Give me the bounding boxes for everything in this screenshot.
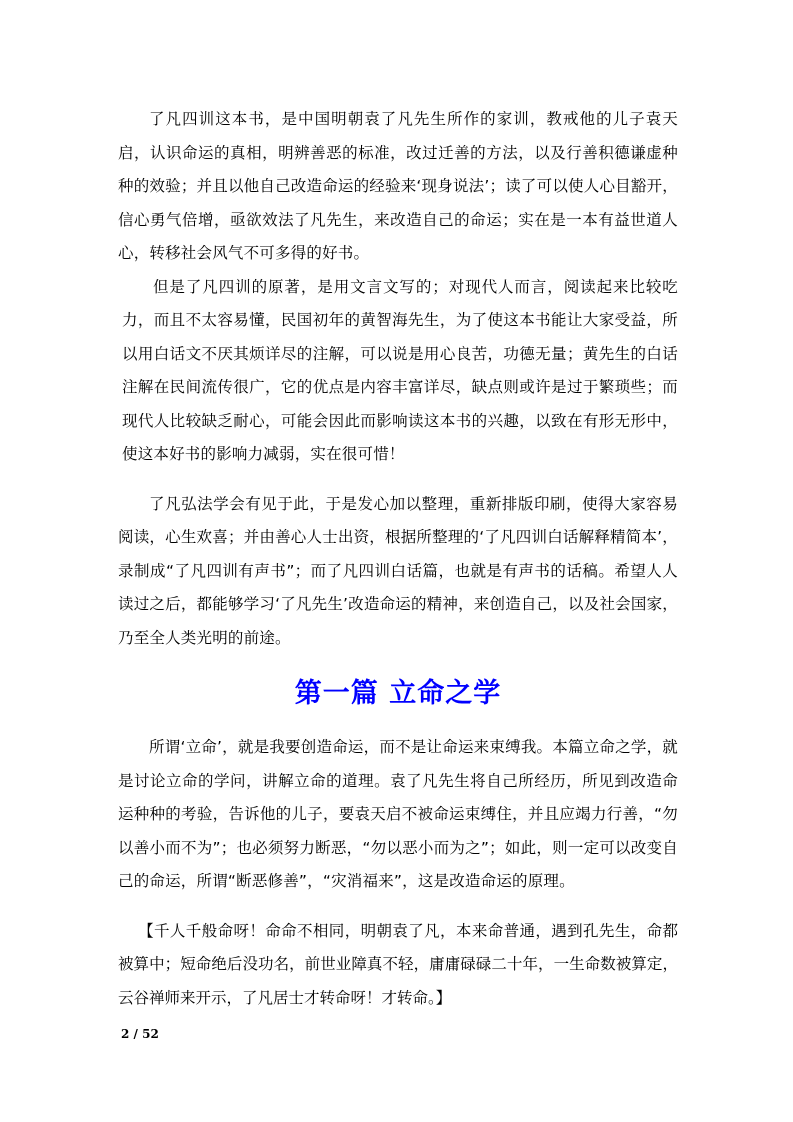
verse-quote: 【千人千般命呀！命命不相同，明朝袁了凡，本来命普通，遇到孔先生，命都被算中；短命绝后没功名，前世业障真不轻，庸庸碌碌二十年，一生命数被算定，云谷禅师来开示，了凡居士才转命呀！才转命。】 xyxy=(118,921,678,1007)
intro-paragraph-3: 了凡弘法学会有见于此，于是发心加以整理，重新排版印刷，使得大家容易阅读，心生欢喜；并由善心人士出资，根据所整理的‘了凡四训白话解释精简本’，录制成“了凡四训有声书”；而了凡四训白话篇，也就是有声书的话稿。希望人人读过之后，都能够学习‘了凡先生’改造命运的精神，来创造自己，以及社会国家，乃至全人类光明的前途。 xyxy=(118,494,678,647)
page-number: 2 / 52 xyxy=(121,1027,159,1041)
section-paragraph: 所谓‘立命’，就是我要创造命运，而不是让命运来束缚我。本篇立命之学，就是讨论立命的学问，讲解立命的道理。袁了凡先生将自己所经历，所见到改造命运种种的考验，告诉他的儿子，要袁天启不被命运束缚住，并且应竭力行善，“勿以善小而不为”；也必须努力断恶，“勿以恶小而为之”；如此，则一定可以改变自己的命运，所谓“断恶修善”，“灾消福来”，这是改造命运的原理。 xyxy=(118,738,678,890)
document-page xyxy=(118,103,678,1031)
intro-paragraph-1: 了凡四训这本书，是中国明朝袁了凡先生所作的家训，教戒他的儿子袁天启，认识命运的真相，明辨善恶的标准，改过迁善的方法，以及行善积德谦虚种种的效验；并且以他自己改造命运的经验来‘现身说法’；读了可以使人心目豁开，信心勇气倍增，亟欲效法了凡先生，来改造自己的命运；实在是一本有益世道人心，转移社会风气不可多得的好书。 xyxy=(118,110,678,262)
section-title: 第一篇 立命之学 xyxy=(294,678,502,709)
intro-paragraph-2: 但是了凡四训的原著，是用文言文写的；对现代人而言，阅读起来比较吃力，而且不太容易懂，民国初年的黄智海先生，为了使这本书能让大家受益，所以用白话文不厌其烦详尽的注解，可以说是用心良苦，功德无量；黄先生的白话注解在民间流传很广，它的优点是内容丰富详尽，缺点则或许是过于繁琐些；而现代人比较缺乏耐心，可能会因此而影响读这本书的兴趣，以致在有形无形中，使这本好书的影响力减弱，实在很可惜！ xyxy=(122,277,678,463)
